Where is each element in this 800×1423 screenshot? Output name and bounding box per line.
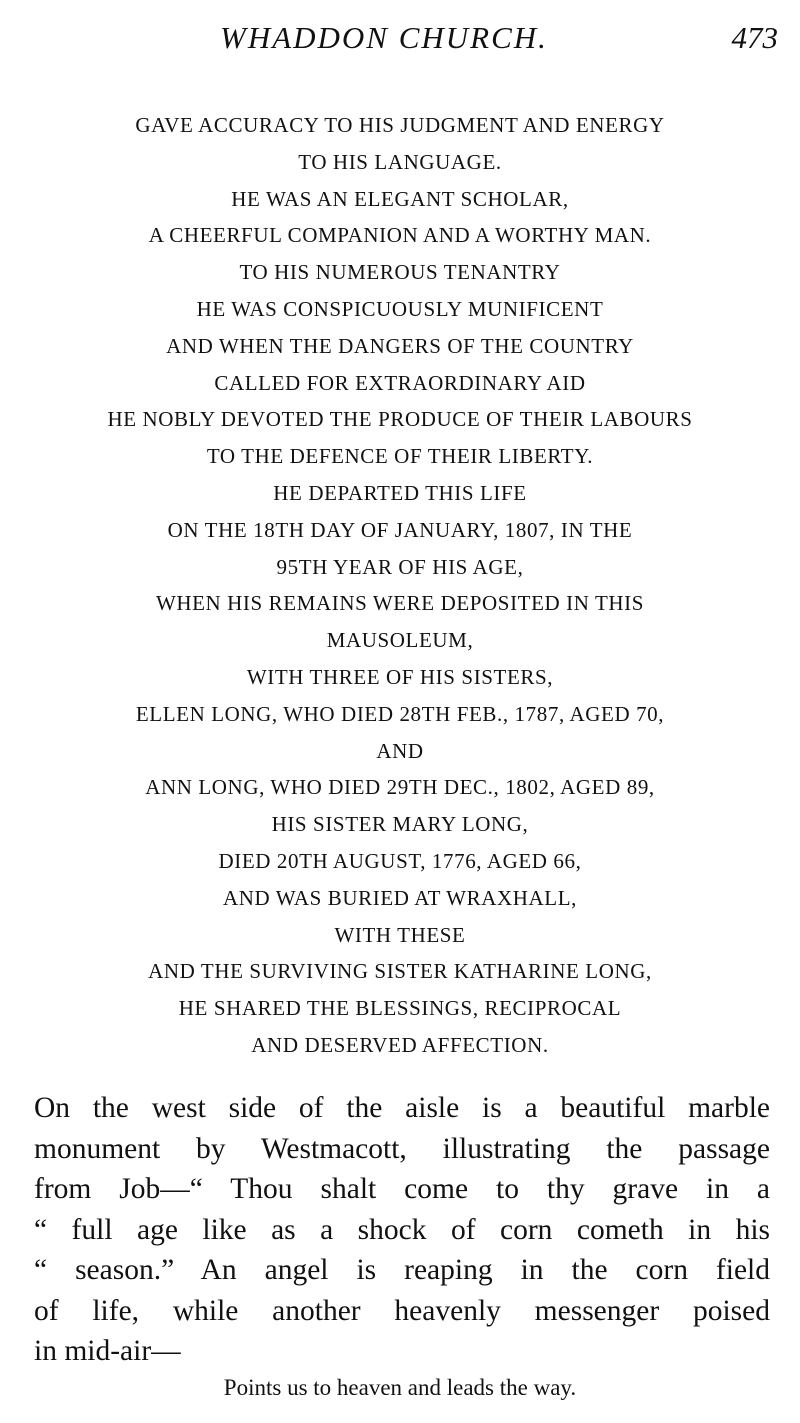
epitaph-line: AND THE SURVIVING SISTER KATHARINE LONG, bbox=[148, 959, 652, 984]
epitaph-line: ON THE 18TH DAY OF JANUARY, 1807, IN THE bbox=[167, 517, 633, 542]
epitaph-line: HE WAS CONSPICUOUSLY MUNIFICENT bbox=[196, 296, 604, 321]
epitaph-line: HE DEPARTED THIS LIFE bbox=[273, 480, 527, 505]
epitaph-line: HIS SISTER MARY LONG, bbox=[271, 812, 529, 837]
paragraph-line: from Job—“ Thou shalt come to thy grave in a bbox=[34, 1173, 770, 1205]
running-title: WHADDON CHURCH. bbox=[220, 20, 548, 55]
paragraph-line: in mid-air— bbox=[34, 1335, 181, 1367]
epitaph-line: WITH THREE OF HIS SISTERS, bbox=[246, 664, 554, 689]
epitaph-line: AND bbox=[376, 738, 424, 763]
epitaph-inscription bbox=[0, 107, 800, 1064]
paragraph-line: of life, while another heavenly messenger poised bbox=[34, 1294, 770, 1327]
page-number: 473 bbox=[731, 20, 778, 55]
epitaph-line: MAUSOLEUM, bbox=[326, 628, 474, 653]
epitaph-line: HE WAS AN ELEGANT SCHOLAR, bbox=[231, 186, 569, 211]
paragraph-line: “ full age like as a shock of corn cometh in his bbox=[34, 1213, 770, 1246]
epitaph-line: AND WHEN THE DANGERS OF THE COUNTRY bbox=[166, 333, 634, 358]
epitaph-line: ELLEN LONG, WHO DIED 28TH FEB., 1787, AGED 70, bbox=[135, 701, 665, 726]
paragraph-line: monument by Westmacott, illustrating the passage bbox=[34, 1132, 770, 1165]
epitaph-line: A CHEERFUL COMPANION AND A WORTHY MAN. bbox=[148, 223, 652, 248]
epitaph-line: WITH THESE bbox=[334, 922, 466, 947]
epitaph-line: TO HIS LANGUAGE. bbox=[298, 149, 502, 174]
epitaph-line: TO HIS NUMEROUS TENANTRY bbox=[239, 260, 561, 285]
closing-verse: Points us to heaven and leads the way. bbox=[223, 1375, 577, 1400]
epitaph-line: HE SHARED THE BLESSINGS, RECIPROCAL bbox=[178, 996, 622, 1021]
epitaph-line: AND WAS BURIED AT WRAXHALL, bbox=[223, 885, 577, 910]
epitaph-line: ANN LONG, WHO DIED 29TH DEC., 1802, AGED 89, bbox=[145, 775, 655, 800]
paragraph-line: On the west side of the aisle is a beautiful marble bbox=[34, 1092, 770, 1124]
epitaph-line: TO THE DEFENCE OF THEIR LIBERTY. bbox=[206, 444, 594, 469]
epitaph-line: HE NOBLY DEVOTED THE PRODUCE OF THEIR LABOURS bbox=[107, 407, 693, 432]
body-paragraph bbox=[34, 1088, 770, 1372]
epitaph-line: GAVE ACCURACY TO HIS JUDGMENT AND ENERGY bbox=[135, 113, 665, 137]
running-head bbox=[0, 20, 800, 64]
epitaph-line: DIED 20TH AUGUST, 1776, AGED 66, bbox=[218, 848, 582, 873]
epitaph-line: CALLED FOR EXTRAORDINARY AID bbox=[214, 370, 586, 395]
paragraph-line: “ season.” An angel is reaping in the corn field bbox=[34, 1254, 770, 1286]
epitaph-line: WHEN HIS REMAINS WERE DEPOSITED IN THIS bbox=[155, 591, 645, 616]
epitaph-line: 95TH YEAR OF HIS AGE, bbox=[276, 554, 524, 579]
epitaph-line: AND DESERVED AFFECTION. bbox=[251, 1032, 549, 1057]
